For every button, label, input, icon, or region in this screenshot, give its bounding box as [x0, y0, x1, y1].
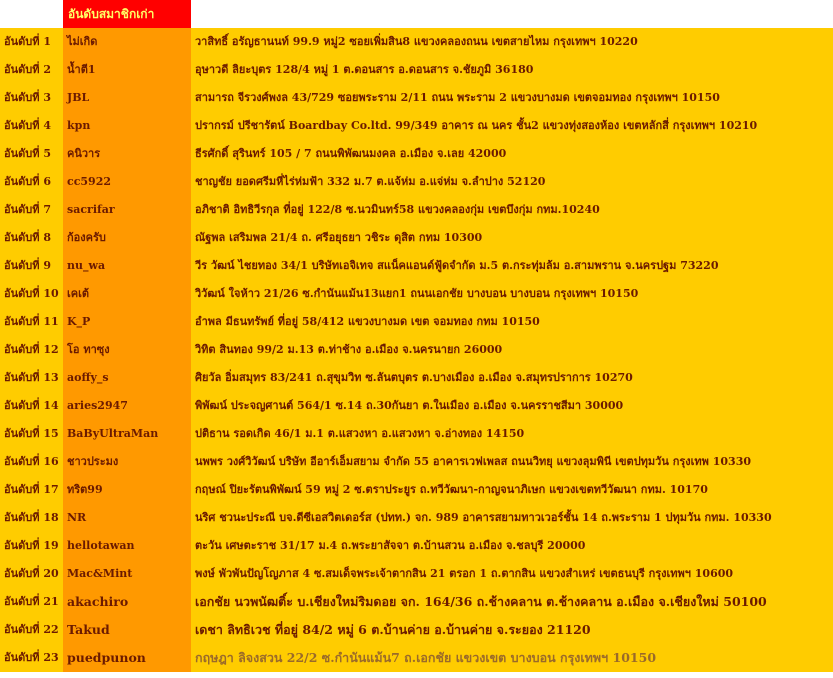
rank-cell: อันดับที่ 17	[0, 476, 63, 504]
rank-cell: อันดับที่ 19	[0, 532, 63, 560]
name-cell: K_P	[63, 308, 191, 336]
name-cell: hellotawan	[63, 532, 191, 560]
rank-cell: อันดับที่ 15	[0, 420, 63, 448]
address-cell: กฤษณ์ ปิยะรัตนพิพัฒน์ 59 หมู่ 2 ซ.ตราประยูร ถ.ทวีวัฒนา-กาญจนาภิเษก แขวงเขตทวีวัฒนา กทม. 10170	[191, 476, 833, 504]
address-cell: กฤษฎา ลิจงสวน 22/2 ซ.กำนันแม้น7 ถ.เอกชัย แขวงเขต บางบอน กรุงเทพฯ 10150	[191, 644, 833, 672]
table-row	[0, 252, 833, 280]
rank-cell: อันดับที่ 21	[0, 588, 63, 616]
address-cell: ตะวัน เศษตะราช 31/17 ม.4 ถ.พระยาสัจจา ต.บ้านสวน อ.เมือง จ.ชลบุรี 20000	[191, 532, 833, 560]
address-cell: ศิยวัล อิ่มสมุทร 83/241 ถ.สุขุมวิท ซ.ลันตบุตร ต.บางเมือง อ.เมือง จ.สมุทรปราการ 10270	[191, 364, 833, 392]
rank-cell: อันดับที่ 3	[0, 84, 63, 112]
table-row	[0, 28, 833, 56]
address-cell: ณัฐพล เสริมพล 21/4 ถ. ศรีอยุธยา วชิระ ดุสิต กทม 10300	[191, 224, 833, 252]
rank-cell: อันดับที่ 18	[0, 504, 63, 532]
rank-cell: อันดับที่ 16	[0, 448, 63, 476]
rank-cell: อันดับที่ 22	[0, 616, 63, 644]
rank-cell: อันดับที่ 7	[0, 196, 63, 224]
name-cell: sacrifar	[63, 196, 191, 224]
name-cell: puedpunon	[63, 644, 191, 672]
name-cell: น้ำตี1	[63, 56, 191, 84]
address-cell: ชาญชัย ยอดศรีมหี่ไร่ห่มฟ้า 332 ม.7 ต.แจ้ห่ม อ.แจ่ห่ม จ.ลำปาง 52120	[191, 168, 833, 196]
table-row	[0, 224, 833, 252]
name-cell: cc5922	[63, 168, 191, 196]
name-cell: akachiro	[63, 588, 191, 616]
table-row	[0, 504, 833, 532]
rank-cell: อันดับที่ 9	[0, 252, 63, 280]
rank-cell: อันดับที่ 11	[0, 308, 63, 336]
address-cell: ธีรศักดิ์ สุรินทร์ 105 / 7 ถนนพิพัฒนมงคล อ.เมือง จ.เลย 42000	[191, 140, 833, 168]
rank-cell: อันดับที่ 8	[0, 224, 63, 252]
address-cell: วิวัฒน์ ใจห้าว 21/26 ซ.กำนันแม้น13แยก1 ถนนเอกชัย บางบอน บางบอน กรุงเทพฯ 10150	[191, 280, 833, 308]
table-row	[0, 364, 833, 392]
table-row	[0, 196, 833, 224]
address-cell: อุษาวดี ลิยะบุตร 128/4 หมู่ 1 ต.ดอนสาร อ.ดอนสาร จ.ชัยภูมิ 36180	[191, 56, 833, 84]
address-cell: ปติธาน รอดเกิด 46/1 ม.1 ต.แสวงหา อ.แสวงหา จ.อ่างทอง 14150	[191, 420, 833, 448]
name-cell: Mac&Mint	[63, 560, 191, 588]
header-cell-blank	[0, 0, 63, 28]
name-cell: ชาวประมง	[63, 448, 191, 476]
table-row	[0, 532, 833, 560]
address-cell: วาสิทธิ์ อรัญธานนท์ 99.9 หมู่2 ซอยเพิ่มสิน8 แขวงคลองถนน เขตสายไหม กรุงเทพฯ 10220	[191, 28, 833, 56]
rank-cell: อันดับที่ 4	[0, 112, 63, 140]
address-cell: อภิชาติ อิทธิวีรกุล ที่อยู่ 122/8 ซ.นวมินทร์58 แขวงคลองกุ่ม เขตบึงกุ่ม กทม.10240	[191, 196, 833, 224]
name-cell: ทริต99	[63, 476, 191, 504]
header-cell-blank	[191, 0, 833, 28]
rank-cell: อันดับที่ 2	[0, 56, 63, 84]
table-row	[0, 336, 833, 364]
address-cell: นพพร วงศ์วิวัฒน์ บริษัท อีอาร์เอ็มสยาม จำกัด 55 อาคารเวฟเพลส ถนนวิทยุ แขวงลุมพินี เขตปทุมวัน กรุงเทพ 10330	[191, 448, 833, 476]
name-cell: โอ ทาซุง	[63, 336, 191, 364]
name-cell: BaByUltraMan	[63, 420, 191, 448]
address-cell: นริศ ชวนะประณี บจ.ดีซีเอสวิตเดอร์ส (ปทท.) จก. 989 อาคารสยามทาวเวอร์ชั้น 14 ถ.พระราม 1 ปทุมวัน กทม. 10330	[191, 504, 833, 532]
address-cell: เดชา ลิทธิเวช ที่อยู่ 84/2 หมู่ 6 ต.บ้านค่าย อ.บ้านค่าย จ.ระยอง 21120	[191, 616, 833, 644]
address-cell: ปรากรม์ ปรีชารัตน์ Boardbay Co.ltd. 99/349 อาคาร ณ นคร ชั้น2 แขวงทุ่งสองห้อง เขตหลักสี่ กรุงเทพฯ 10210	[191, 112, 833, 140]
address-cell: วิทิต สินทอง 99/2 ม.13 ต.ท่าช้าง อ.เมือง จ.นครนายก 26000	[191, 336, 833, 364]
table-row	[0, 56, 833, 84]
table-row	[0, 644, 833, 672]
table-row	[0, 420, 833, 448]
rank-cell: อันดับที่ 1	[0, 28, 63, 56]
name-cell: เคเต้	[63, 280, 191, 308]
name-cell: aries2947	[63, 392, 191, 420]
header-title: อันดับสมาชิกเก่า	[63, 0, 191, 28]
rank-cell: อันดับที่ 20	[0, 560, 63, 588]
name-cell: kpn	[63, 112, 191, 140]
address-cell: วีร วัฒน์ ไชยทอง 34/1 บริษัทเอจิเทจ สแน็คแอนด์ฟู้ดจำกัด ม.5 ต.กระทุ่มล้ม อ.สามพราน จ.นครปฐม 73220	[191, 252, 833, 280]
address-cell: สามารถ จีรวงศ์พงล 43/729 ซอยพระราม 2/11 ถนน พระราม 2 แขวงบางมด เขตจอมทอง กรุงเทพฯ 10150	[191, 84, 833, 112]
table-row	[0, 588, 833, 616]
table-row	[0, 616, 833, 644]
member-list	[0, 28, 833, 672]
address-cell: เอกชัย นวพนัฒติ์ะ บ.เชียงใหม่ริมดอย จก. 164/36 ถ.ช้างคลาน ต.ช้างคลาน อ.เมือง จ.เชียงใหม่ 50100	[191, 588, 833, 616]
table-row	[0, 448, 833, 476]
name-cell: nu_wa	[63, 252, 191, 280]
name-cell: aoffy_s	[63, 364, 191, 392]
address-cell: พงษ์ พัวพันปัญโญภาส 4 ซ.สมเด็จพระเจ้าตากสิน 21 ตรอก 1 ถ.ตากสิน แขวงสำเหร่ เขตธนบุรี กรุงเทพฯ 10600	[191, 560, 833, 588]
table-row	[0, 112, 833, 140]
name-cell: NR	[63, 504, 191, 532]
rank-cell: อันดับที่ 13	[0, 364, 63, 392]
name-cell: ก้องครับ	[63, 224, 191, 252]
table-row	[0, 168, 833, 196]
table-row	[0, 84, 833, 112]
rank-cell: อันดับที่ 6	[0, 168, 63, 196]
name-cell: JBL	[63, 84, 191, 112]
name-cell: คนิวาร	[63, 140, 191, 168]
name-cell: ไม่เกิด	[63, 28, 191, 56]
address-cell: อำพล มีธนทรัพย์ ที่อยู่ 58/412 แขวงบางมด เขต จอมทอง กทม 10150	[191, 308, 833, 336]
rank-cell: อันดับที่ 10	[0, 280, 63, 308]
rank-cell: อันดับที่ 12	[0, 336, 63, 364]
rank-cell: อันดับที่ 5	[0, 140, 63, 168]
name-cell: Takud	[63, 616, 191, 644]
table-row	[0, 140, 833, 168]
rank-cell: อันดับที่ 23	[0, 644, 63, 672]
header-row	[0, 0, 833, 28]
address-cell: พิพัฒน์ ประจญศานต์ 564/1 ซ.14 ถ.30กันยา ต.ในเมือง อ.เมือง จ.นครราชสีมา 30000	[191, 392, 833, 420]
table-row	[0, 392, 833, 420]
table-row	[0, 476, 833, 504]
rank-cell: อันดับที่ 14	[0, 392, 63, 420]
table-row	[0, 280, 833, 308]
table-row	[0, 308, 833, 336]
table-row	[0, 560, 833, 588]
